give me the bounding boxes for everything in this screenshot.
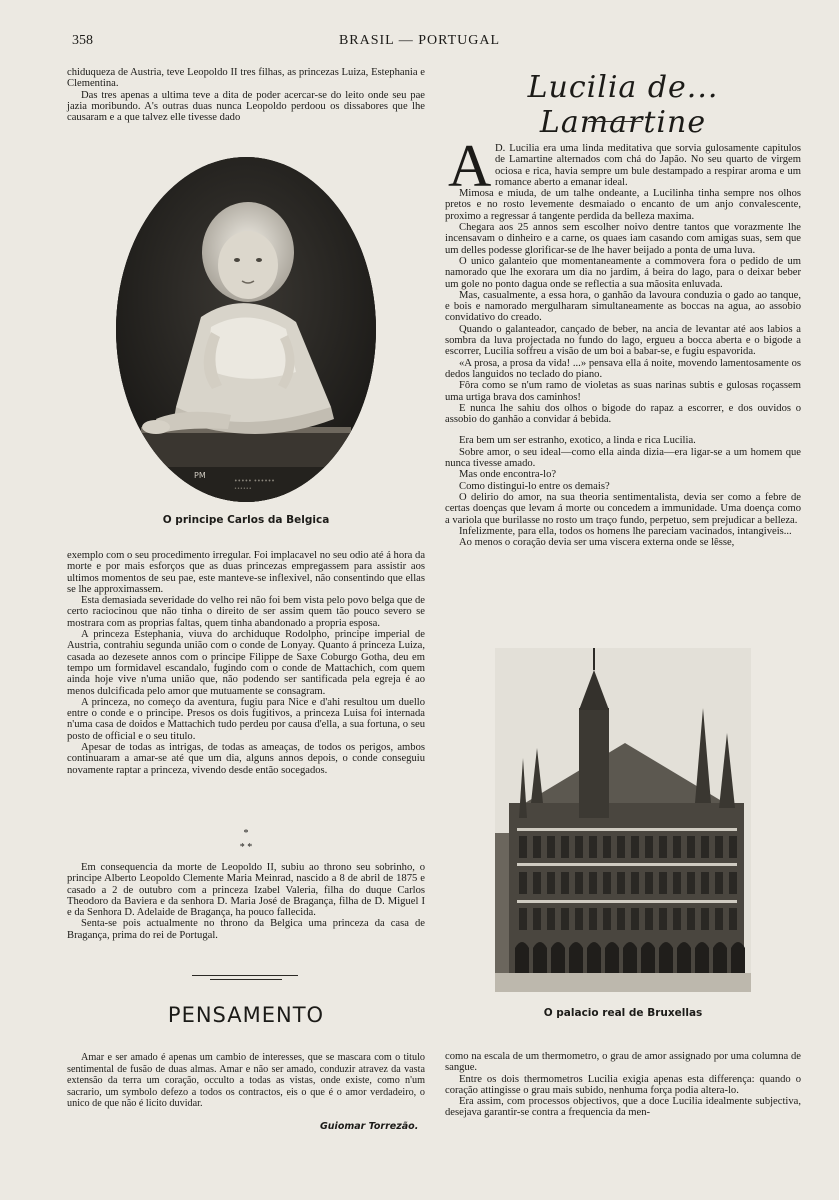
- article-intro: [67, 67, 425, 123]
- svg-text:••••••: ••••••: [234, 486, 252, 492]
- page-header: [0, 33, 839, 51]
- paragraph: Mas, casualmente, a essa hora, o ganhão da lavoura conduzia o gado ao tanque, e bois e namorado mergulharam simultaneamente as boccas na agua, ao assobio convidativo do creado.: [445, 289, 801, 324]
- divider-rule: [192, 975, 298, 976]
- paragraph: Mas onde encontra-lo?: [459, 469, 557, 481]
- paragraph: Chegara aos 25 annos sem escolher noivo dentre tantos que vorazmente lhe incensavam o dinheiro e a carne, os quaes iam casando com amigas suas, sem que um delles podesse glorificar-se de lhe haver beijado a ponta de uma luva.: [445, 222, 801, 256]
- divider-rule: [210, 979, 282, 980]
- paragraph: E nunca lhe sahiu dos olhos o bigode do rapaz a escorrer, e dos ouvidos o assobio do ganhão a convidar á bebida.: [445, 402, 801, 426]
- paragraph: Entre os dois thermometros Lucilia exigia apenas esta differença: quando o coração attingisse o grau mais subido, nenhuma força podia altera-lo.: [445, 1073, 801, 1096]
- paragraph: Em consequencia da morte de Leopoldo II, subiu ao throno seu sobrinho, o principe Alberto Leopoldo Clemente Maria Meinrad, nascido a 8 de abril de 1875 e casado a 2 de outubro com a princeza Izabel Valeria, filha do duque Carlos Theodoro da Baviera e da senhora D. Maria José de Bragança, filha de D. Miguel I e da Senhora D. Adelaide de Bragança, ha pouco fallecida.: [67, 862, 425, 919]
- paragraph: Apesar de todas as intrigas, de todas as ameaças, de todos os perigos, ambos continuaram a amar-se até que um dia, alguns annos depois, o conde conseguiu novamente raptar a princeza, vivendo desde então socegados.: [67, 742, 425, 776]
- story-continuation: [445, 1051, 801, 1119]
- page-number: 358: [72, 33, 93, 48]
- paragraph: como na escala de um thermometro, o grau de amor assignado por uma columna de sangue.: [445, 1051, 801, 1074]
- palace-illustration: [495, 648, 751, 992]
- paragraph: Senta-se pois actualmente no throno da Belgica uma princeza da casa de Bragança, prima do rei de Portugal.: [67, 918, 425, 941]
- paragraph: exemplo com o seu procedimento irregular. Foi implacavel no seu odio até á hora da morte e por mais esforços que as duas princezas empregassem para assistir aos ultimos momentos de seu pae, este manteve-se inflexivel, não consentindo que ellas se lhe approximassem.: [67, 550, 426, 595]
- section-break-stars: * *: [239, 842, 253, 853]
- paragraph: O delirio do amor, na sua theoria sentimentalista, devia ser como a febre de certas doenças que levam á morte ou concedem a immunidade. Uma doença como a variola que burilasse no rosto um traço fundo, perpetuo, sem prejudicar a belleza.: [445, 491, 801, 526]
- paragraph: Fôra como se n'um ramo de violetas as suas narinas subtis e gulosas roçassem uma urtiga brava dos caminhos!: [445, 380, 801, 403]
- paragraph: chiduqueza de Austria, teve Leopoldo II tres filhas, as princezas Luiza, Estephania e Clementina.: [67, 67, 425, 90]
- pensamento-author: Guiomar Torrezão.: [320, 1121, 419, 1132]
- paragraph: «A prosa, a prosa da vida! ...» pensava ella á noite, movendo lamentosamente os dedos languidos no teclado do piano.: [445, 357, 801, 380]
- running-title: BRASIL — PORTUGAL: [338, 33, 501, 48]
- paragraph: Era assim, com processos objectivos, que a doce Lucilia idealmente subjectiva, desejava garantir-se contra a frequencia da men-: [445, 1096, 801, 1119]
- paragraph: A princeza, no começo da aventura, fugiu para Nice e d'ahi resultou um duello entre o conde e o principe. Presos os dois fugitivos, a princeza Luisa foi internada n'uma casa de doidos e Mattachich tudo perdeu por causa d'ella, a sua fortuna, o seu posto de official e o seu titulo.: [67, 696, 425, 742]
- paragraph: Quando o galanteador, cançado de beber, na ancia de levantar até aos labios a sombra da luva projectada no fundo do lago, ergueu a bocca aberta e o bigode a escorrer, Lucilia soffreu a visão de um boi a babar-se, e fugiu espavorida.: [445, 323, 801, 358]
- pensamento-text: [67, 1052, 425, 1110]
- paragraph: Era bem um ser estranho, exotico, a linda e rica Lucilia.: [459, 435, 696, 447]
- portrait-caption: O principe Carlos da Belgica: [162, 514, 330, 526]
- paragraph: Mimosa e miuda, de um talhe ondeante, a Lucilinha tinha sempre nos olhos pretos e no rosto levemente desmaiado o encanto de um anjo convalescente, proximo a regressar á tangente perdida da belleza maxima.: [445, 188, 801, 222]
- paragraph: Ao menos o coração devia ser uma viscera externa onde se lêsse,: [459, 537, 735, 549]
- palace-caption: O palacio real de Bruxellas: [543, 1007, 703, 1019]
- palace-photo: [495, 648, 751, 992]
- portrait-photo: [116, 157, 376, 502]
- child-portrait-illustration: [116, 157, 376, 502]
- paragraph: Esta demasiada severidade do velho rei não foi bem vista pelo povo belga que de certo raciocinou que não tinha o direito de ser assim quem tão pouco severo se mostrara com as proprias faltas, quem tinha abandonado a propria esposa.: [67, 595, 425, 629]
- paragraph: Das tres apenas a ultima teve a dita de poder acercar-se do leito onde seu pae jazia moribundo. A's outras duas nunca Leopoldo perdoou os dissabores que lhe causaram e a que talvez elle tivesse dado: [67, 89, 425, 124]
- paragraph: Amar e ser amado é apenas um cambio de interesses, que se mascara com o titulo sentimental de fusão de duas almas. Amar e não ser amado, conduzir atravez da vasta extensão da terra um coração, occulto a todas as vistas, onde existe, como n'um sacrario, um symbolo defezo a todos os contractos, eis o que é o amor verdadeiro, o unico de que não é licito duvidar.: [67, 1052, 425, 1110]
- article-title: Lucilia de... Lamartine: [527, 70, 719, 140]
- paragraph: Sobre amor, o seu ideal—como ella ainda dizia—era ligar-se a um homem que nunca tivesse amado.: [445, 446, 801, 470]
- paragraph: Como distingui-lo entre os demais?: [459, 480, 610, 492]
- article-conclusion: [67, 862, 425, 941]
- svg-text:••••• ••••••: ••••• ••••••: [234, 478, 275, 485]
- pensamento-heading: PENSAMENTO: [167, 1003, 325, 1027]
- story-body: [445, 143, 801, 548]
- title-underline: [588, 121, 642, 122]
- article-body: [67, 550, 425, 776]
- paragraph: D. Lucilia era uma linda meditativa que sorvia gulosamente capitulos de Lamartine alternados com chá do Japão. No seu quarto de virgem ociosa e rica, havia sempre um bule destampado a respirar aroma e um romance aberto a emanar ideal.: [495, 143, 801, 188]
- paragraph: O unico galanteio que momentaneamente a commovera fora o pedido de um namorado que lhe exorara um dia no jardim, á beira do lago, para o deixar beber um gole no ponto dagua onde se reflectia a sua mãosita enluvada.: [445, 255, 801, 290]
- paragraph: A princeza Estephania, viuva do archiduque Rodolpho, principe imperial de Austria, contrahiu segunda união com o conde de Lonyay. Quanto á princeza Luiza, casada ao dezesete annos com o principe Filippe de Saxe Coburgo Gotha, deu em tempo um formidavel escandalo, fugindo com o conde de Mattachich, com quem ainda hoje vive n'uma união que, não podendo ser santificada pela egreja é ao menos dulcificada pelo amor que mutuamente se consagram.: [67, 629, 425, 697]
- paragraph: Infelizmente, para ella, todos os homens lhe pareciam vacinados, intangiveis...: [459, 525, 792, 537]
- photo-monogram: PM: [194, 471, 206, 480]
- drop-cap: A: [448, 133, 492, 199]
- section-break-star: *: [243, 828, 249, 839]
